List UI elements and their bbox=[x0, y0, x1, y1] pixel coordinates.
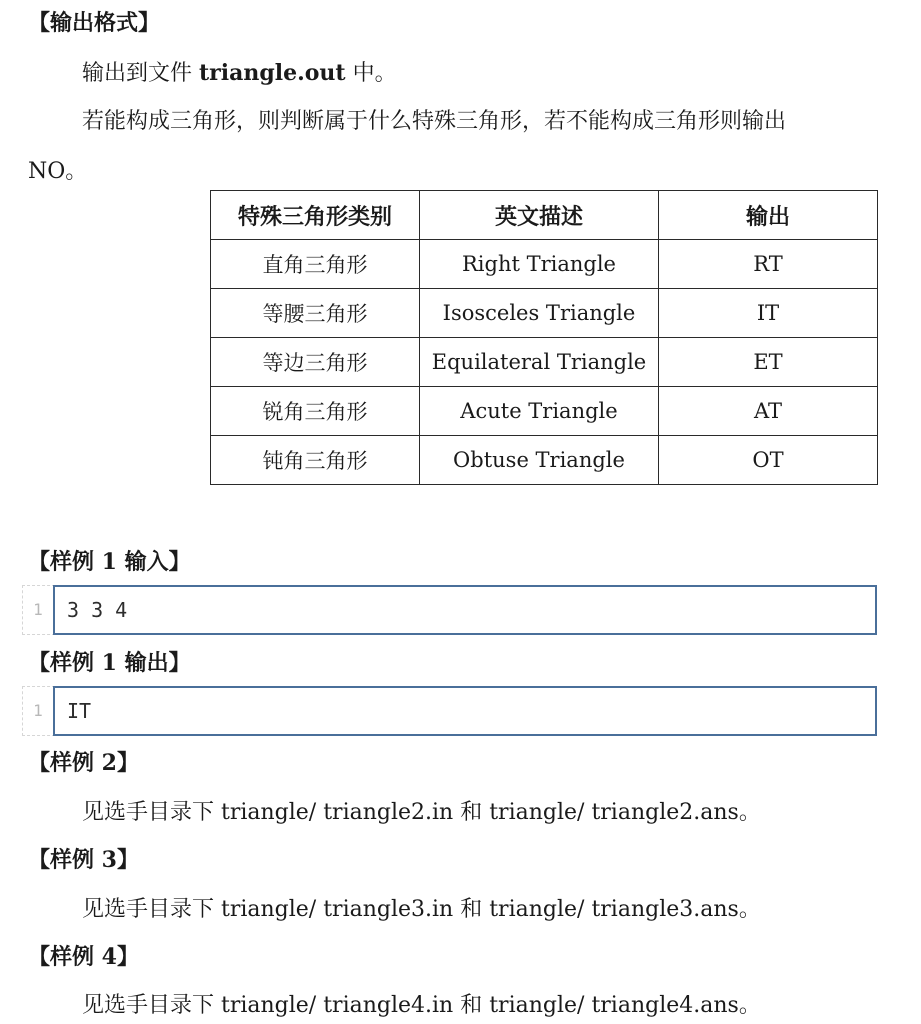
table-cell: Right Triangle bbox=[420, 240, 659, 289]
sample1-output-heading: 【样例 1 输出】 bbox=[28, 650, 191, 676]
table-cell: AT bbox=[659, 387, 878, 436]
table-cell: RT bbox=[659, 240, 878, 289]
line-number: 1 bbox=[33, 600, 43, 619]
sample4-text: 见选手目录下 triangle/ triangle4.in 和 triangle/ triangle4.ans。 bbox=[82, 993, 761, 1018]
sample2-text: 见选手目录下 triangle/ triangle2.in 和 triangle/ triangle2.ans。 bbox=[82, 800, 761, 825]
table-row bbox=[211, 436, 878, 485]
output-file-suffix: 中。 bbox=[345, 61, 397, 86]
table-header-cell: 特殊三角形类别 bbox=[211, 191, 420, 240]
sample3-heading: 【样例 3】 bbox=[28, 847, 139, 873]
table-cell: 锐角三角形 bbox=[211, 387, 420, 436]
sample1-input-heading: 【样例 1 输入】 bbox=[28, 549, 191, 575]
table-header-cell: 输出 bbox=[659, 191, 878, 240]
output-format-heading: 【输出格式】 bbox=[28, 10, 161, 36]
table-cell: 等腰三角形 bbox=[211, 289, 420, 338]
table-header-row bbox=[211, 191, 878, 240]
table-cell: OT bbox=[659, 436, 878, 485]
table-cell: Equilateral Triangle bbox=[420, 338, 659, 387]
table-cell: 钝角三角形 bbox=[211, 436, 420, 485]
table-header-cell: 英文描述 bbox=[420, 191, 659, 240]
table-cell: ET bbox=[659, 338, 878, 387]
line-number: 1 bbox=[33, 701, 43, 720]
table-cell: 等边三角形 bbox=[211, 338, 420, 387]
table-row bbox=[211, 338, 878, 387]
sample1-output-code-block bbox=[22, 686, 877, 736]
table-cell: Obtuse Triangle bbox=[420, 436, 659, 485]
output-file-prefix: 输出到文件 bbox=[82, 61, 199, 86]
sample1-input-code-block bbox=[22, 585, 877, 635]
output-file-line bbox=[82, 56, 397, 87]
table-row bbox=[211, 289, 878, 338]
output-file-name: triangle.out bbox=[199, 60, 346, 86]
table-cell: 直角三角形 bbox=[211, 240, 420, 289]
table-cell: Isosceles Triangle bbox=[420, 289, 659, 338]
sample1-output-code[interactable]: IT bbox=[53, 686, 877, 736]
table-row bbox=[211, 387, 878, 436]
triangle-type-table bbox=[210, 190, 878, 485]
sample4-heading: 【样例 4】 bbox=[28, 944, 139, 970]
table-cell: IT bbox=[659, 289, 878, 338]
output-rule-text-continued: NO。 bbox=[28, 159, 88, 184]
table-cell: Acute Triangle bbox=[420, 387, 659, 436]
sample1-input-code[interactable]: 3 3 4 bbox=[53, 585, 877, 635]
output-rule-text: 若能构成三角形，则判断属于什么特殊三角形，若不能构成三角形则输出 bbox=[82, 109, 787, 134]
sample3-text: 见选手目录下 triangle/ triangle3.in 和 triangle/ triangle3.ans。 bbox=[82, 897, 761, 922]
sample2-heading: 【样例 2】 bbox=[28, 750, 139, 776]
table-row bbox=[211, 240, 878, 289]
